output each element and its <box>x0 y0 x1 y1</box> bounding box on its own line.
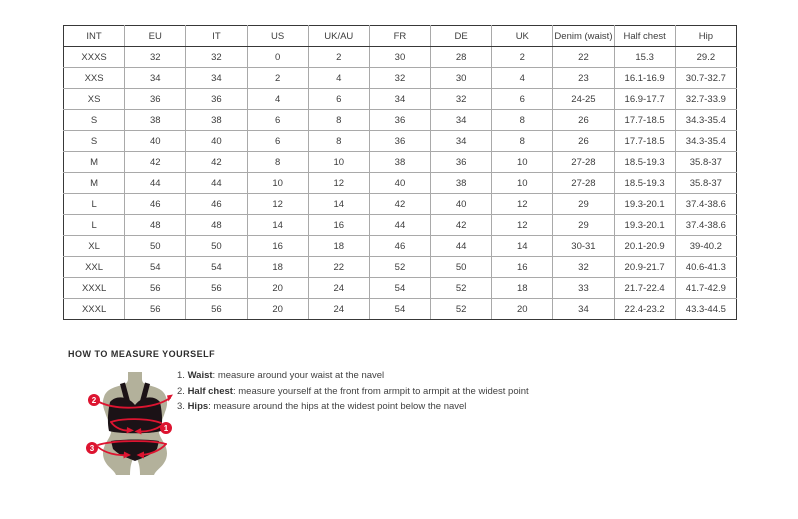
table-row <box>64 173 737 194</box>
column-header: IT <box>186 26 247 47</box>
table-cell: 17.7-18.5 <box>614 131 675 152</box>
table-cell: 0 <box>247 47 308 68</box>
table-cell: XXL <box>64 257 125 278</box>
table-row <box>64 68 737 89</box>
table-cell: 18 <box>247 257 308 278</box>
table-cell: 23 <box>553 68 614 89</box>
table-cell: 40 <box>125 131 186 152</box>
table-cell: 2 <box>308 47 369 68</box>
table-cell: 32.7-33.9 <box>675 89 736 110</box>
table-cell: 34 <box>431 131 492 152</box>
table-cell: 29 <box>553 194 614 215</box>
measure-step-number: 1. <box>177 370 188 381</box>
table-cell: 30.7-32.7 <box>675 68 736 89</box>
table-cell: 40 <box>431 194 492 215</box>
size-table-head <box>64 26 737 47</box>
table-cell: 8 <box>247 152 308 173</box>
table-cell: 43.3-44.5 <box>675 299 736 320</box>
table-cell: 56 <box>125 278 186 299</box>
table-cell: 36 <box>125 89 186 110</box>
table-cell: 50 <box>431 257 492 278</box>
measure-step <box>177 370 529 381</box>
table-row <box>64 194 737 215</box>
table-cell: 34 <box>553 299 614 320</box>
table-cell: 15.3 <box>614 47 675 68</box>
table-cell: 14 <box>492 236 553 257</box>
table-cell: 42 <box>369 194 430 215</box>
table-cell: 4 <box>492 68 553 89</box>
table-cell: 37.4-38.6 <box>675 215 736 236</box>
table-cell: 21.7-22.4 <box>614 278 675 299</box>
table-row <box>64 299 737 320</box>
table-cell: 8 <box>492 131 553 152</box>
measure-point-badge-3 <box>86 442 98 454</box>
table-cell: 28 <box>431 47 492 68</box>
measure-step-term: Half chest <box>187 385 233 397</box>
table-cell: 42 <box>431 215 492 236</box>
table-cell: 32 <box>186 47 247 68</box>
column-header: INT <box>64 26 125 47</box>
table-row <box>64 278 737 299</box>
table-cell: 18 <box>492 278 553 299</box>
table-cell: S <box>64 110 125 131</box>
column-header: EU <box>125 26 186 47</box>
table-cell: 22 <box>553 47 614 68</box>
table-cell: 6 <box>308 89 369 110</box>
table-cell: 48 <box>125 215 186 236</box>
table-cell: 50 <box>186 236 247 257</box>
table-cell: 44 <box>125 173 186 194</box>
table-cell: 35.8-37 <box>675 173 736 194</box>
measure-step-text: : measure around your waist at the navel <box>212 370 385 381</box>
table-cell: 42 <box>125 152 186 173</box>
table-cell: 54 <box>369 299 430 320</box>
table-cell: 32 <box>553 257 614 278</box>
table-cell: 12 <box>492 194 553 215</box>
table-cell: 29.2 <box>675 47 736 68</box>
table-cell: 12 <box>492 215 553 236</box>
table-cell: 36 <box>431 152 492 173</box>
table-cell: 56 <box>186 278 247 299</box>
table-cell: 41.7-42.9 <box>675 278 736 299</box>
table-cell: 38 <box>431 173 492 194</box>
badge-number: 2 <box>91 396 97 405</box>
table-cell: 19.3-20.1 <box>614 215 675 236</box>
table-cell: 14 <box>247 215 308 236</box>
table-cell: 52 <box>369 257 430 278</box>
table-cell: 38 <box>186 110 247 131</box>
table-cell: 26 <box>553 110 614 131</box>
table-cell: 10 <box>492 173 553 194</box>
table-cell: M <box>64 173 125 194</box>
column-header: US <box>247 26 308 47</box>
badge-number: 1 <box>163 424 169 433</box>
table-cell: 2 <box>247 68 308 89</box>
table-cell: 39-40.2 <box>675 236 736 257</box>
column-header: Half chest <box>614 26 675 47</box>
table-cell: 42 <box>186 152 247 173</box>
table-row <box>64 257 737 278</box>
table-cell: XXXS <box>64 47 125 68</box>
table-cell: 20 <box>247 278 308 299</box>
table-cell: 40 <box>186 131 247 152</box>
table-cell: 8 <box>492 110 553 131</box>
measure-point-badge-1 <box>160 422 172 434</box>
table-cell: 48 <box>186 215 247 236</box>
chest-arrowhead <box>167 395 173 402</box>
table-cell: XXS <box>64 68 125 89</box>
table-cell: 27-28 <box>553 173 614 194</box>
table-cell: 6 <box>492 89 553 110</box>
table-cell: 4 <box>247 89 308 110</box>
table-cell: 36 <box>369 110 430 131</box>
measure-step-term: Hips <box>187 401 209 412</box>
table-cell: 30-31 <box>553 236 614 257</box>
column-header: Hip <box>675 26 736 47</box>
table-cell: 12 <box>308 173 369 194</box>
table-cell: 32 <box>369 68 430 89</box>
table-cell: 24-25 <box>553 89 614 110</box>
measure-step-text: : measure yourself at the front from armpit to armpit at the widest point <box>232 385 529 397</box>
measure-step <box>177 401 529 412</box>
table-cell: 56 <box>186 299 247 320</box>
table-cell: 16.1-16.9 <box>614 68 675 89</box>
table-cell: 20.9-21.7 <box>614 257 675 278</box>
table-cell: 40.6-41.3 <box>675 257 736 278</box>
table-cell: 20 <box>247 299 308 320</box>
table-cell: 36 <box>369 131 430 152</box>
table-cell: 34.3-35.4 <box>675 131 736 152</box>
table-cell: 29 <box>553 215 614 236</box>
column-header: UK/AU <box>308 26 369 47</box>
column-header: DE <box>431 26 492 47</box>
table-cell: 38 <box>125 110 186 131</box>
table-cell: S <box>64 131 125 152</box>
measure-step-number: 3. <box>177 401 188 412</box>
table-cell: XL <box>64 236 125 257</box>
table-row <box>64 110 737 131</box>
column-header: UK <box>492 26 553 47</box>
size-chart-table <box>63 25 737 320</box>
table-cell: 16 <box>308 215 369 236</box>
table-cell: 40 <box>369 173 430 194</box>
table-cell: 38 <box>369 152 430 173</box>
measure-step-term: Waist <box>187 370 213 381</box>
column-header: FR <box>369 26 430 47</box>
table-cell: 44 <box>369 215 430 236</box>
table-row <box>64 47 737 68</box>
table-cell: 10 <box>308 152 369 173</box>
table-cell: 22 <box>308 257 369 278</box>
measure-step <box>177 386 529 397</box>
table-cell: 16 <box>247 236 308 257</box>
table-cell: 6 <box>247 110 308 131</box>
size-table-body <box>64 47 737 320</box>
measure-section-heading: HOW TO MEASURE YOURSELF <box>68 349 216 359</box>
table-cell: 52 <box>431 278 492 299</box>
table-cell: 34 <box>125 68 186 89</box>
table-cell: 24 <box>308 299 369 320</box>
table-row <box>64 152 737 173</box>
table-cell: 36 <box>186 89 247 110</box>
table-cell: L <box>64 194 125 215</box>
table-cell: 19.3-20.1 <box>614 194 675 215</box>
table-cell: 6 <box>247 131 308 152</box>
table-row <box>64 215 737 236</box>
table-cell: 54 <box>125 257 186 278</box>
table-cell: 50 <box>125 236 186 257</box>
table-cell: 44 <box>431 236 492 257</box>
table-cell: 35.8-37 <box>675 152 736 173</box>
table-cell: 8 <box>308 131 369 152</box>
table-cell: 33 <box>553 278 614 299</box>
table-cell: 32 <box>125 47 186 68</box>
table-cell: 8 <box>308 110 369 131</box>
table-cell: M <box>64 152 125 173</box>
table-cell: 18 <box>308 236 369 257</box>
table-cell: 34.3-35.4 <box>675 110 736 131</box>
table-cell: 34 <box>369 89 430 110</box>
table-cell: 12 <box>247 194 308 215</box>
table-cell: 34 <box>431 110 492 131</box>
measure-point-badge-2 <box>88 394 100 406</box>
table-cell: 16.9-17.7 <box>614 89 675 110</box>
table-cell: 32 <box>431 89 492 110</box>
table-cell: 17.7-18.5 <box>614 110 675 131</box>
table-cell: 46 <box>186 194 247 215</box>
table-cell: 27-28 <box>553 152 614 173</box>
mannequin-figure <box>84 371 184 479</box>
table-cell: 14 <box>308 194 369 215</box>
table-row <box>64 131 737 152</box>
badge-number: 3 <box>89 444 95 453</box>
table-cell: 37.4-38.6 <box>675 194 736 215</box>
size-table-head-row <box>64 26 737 47</box>
table-cell: 44 <box>186 173 247 194</box>
table-row <box>64 89 737 110</box>
table-row <box>64 236 737 257</box>
table-cell: 24 <box>308 278 369 299</box>
table-cell: 46 <box>125 194 186 215</box>
table-cell: 54 <box>186 257 247 278</box>
table-cell: 34 <box>186 68 247 89</box>
table-cell: L <box>64 215 125 236</box>
mannequin-illustration <box>84 371 184 479</box>
measure-steps <box>177 370 529 417</box>
table-cell: 26 <box>553 131 614 152</box>
table-cell: 56 <box>125 299 186 320</box>
table-cell: 22.4-23.2 <box>614 299 675 320</box>
table-cell: 16 <box>492 257 553 278</box>
measure-step-number: 2. <box>177 385 188 397</box>
table-cell: 10 <box>492 152 553 173</box>
table-cell: 20 <box>492 299 553 320</box>
table-cell: 46 <box>369 236 430 257</box>
column-header: Denim (waist) <box>553 26 614 47</box>
table-cell: 10 <box>247 173 308 194</box>
table-cell: 54 <box>369 278 430 299</box>
table-cell: 2 <box>492 47 553 68</box>
table-cell: 20.1-20.9 <box>614 236 675 257</box>
table-cell: 30 <box>369 47 430 68</box>
table-cell: 30 <box>431 68 492 89</box>
table-cell: 4 <box>308 68 369 89</box>
table-cell: XXXL <box>64 278 125 299</box>
table-cell: 18.5-19.3 <box>614 173 675 194</box>
table-cell: 18.5-19.3 <box>614 152 675 173</box>
table-cell: XS <box>64 89 125 110</box>
measure-step-text: : measure around the hips at the widest point below the navel <box>208 401 467 412</box>
table-cell: 52 <box>431 299 492 320</box>
table-cell: XXXL <box>64 299 125 320</box>
